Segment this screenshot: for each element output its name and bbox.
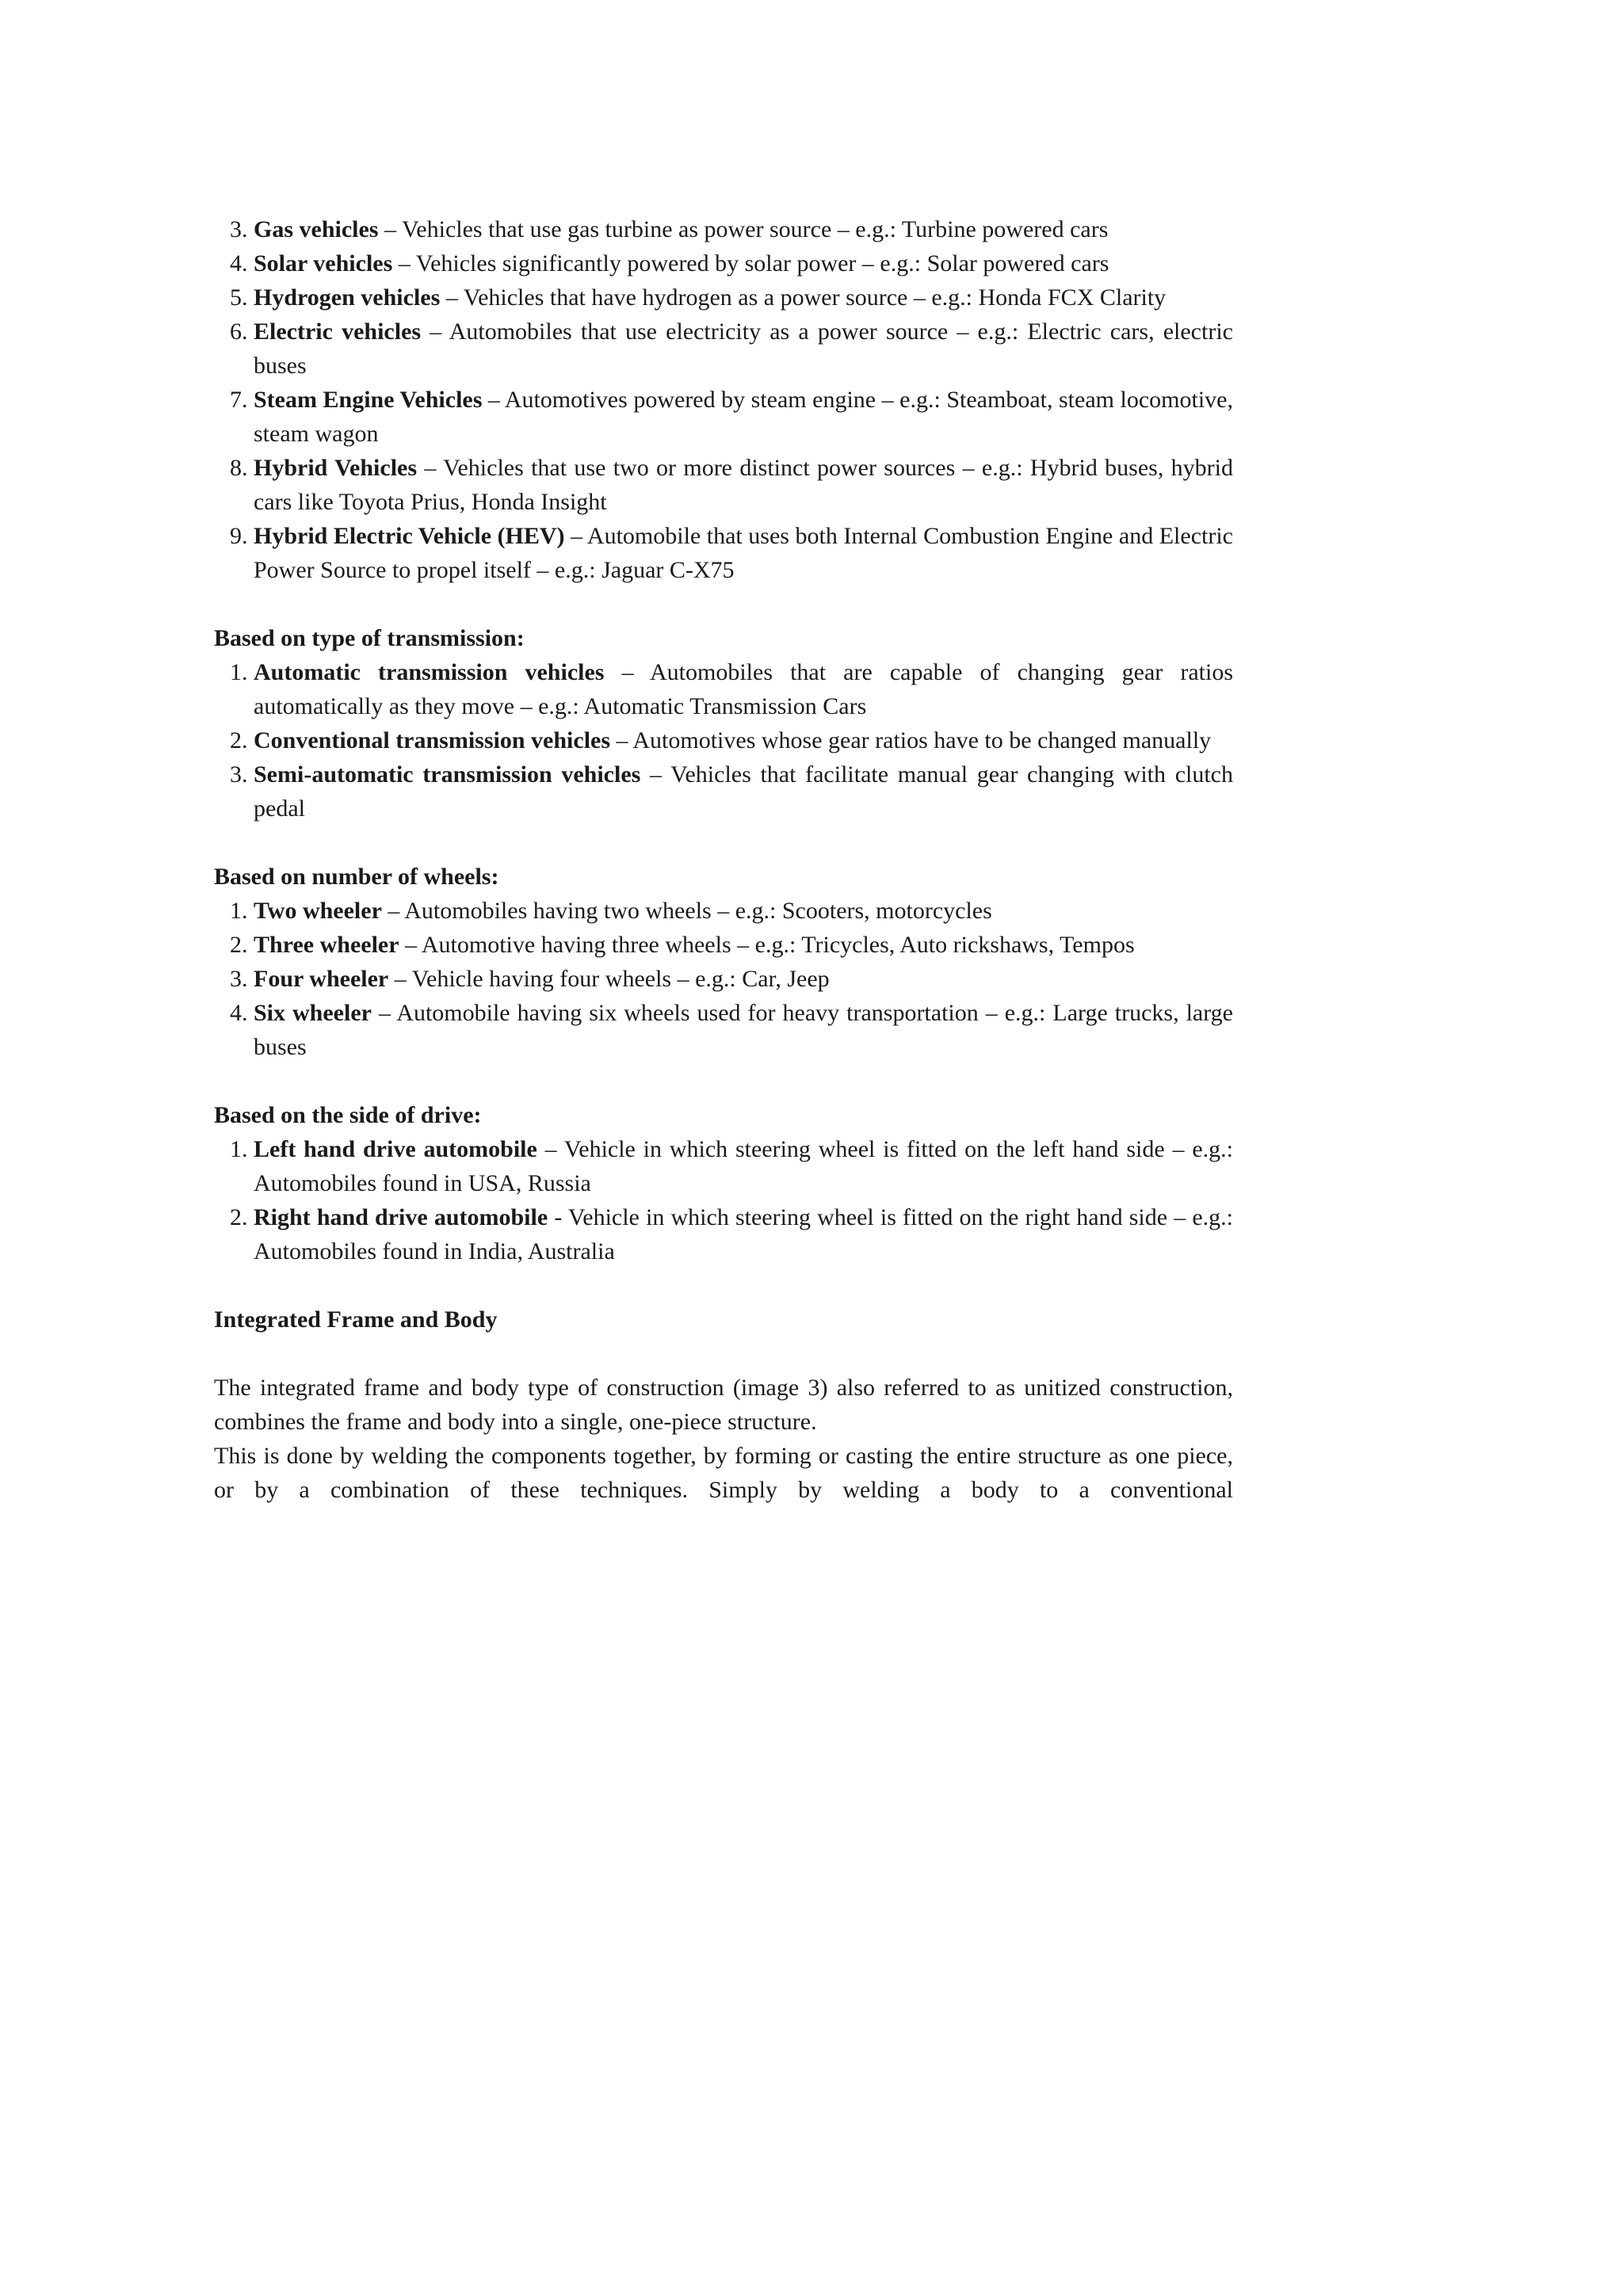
- list-item: [254, 757, 1233, 826]
- list-item: [254, 655, 1233, 723]
- item-term: Conventional transmission vehicles: [254, 727, 611, 753]
- item-description: - Vehicle in which steering wheel is fitted on the right hand side – e.g.: Automobiles found in India, Australia: [254, 1204, 1233, 1264]
- item-description: – Automobiles that are capable of changing gear ratios automatically as they move – e.g.: Automatic Transmission Cars: [254, 659, 1233, 719]
- transmission-heading: Based on type of transmission:: [214, 625, 525, 651]
- fuel-type-list: [214, 212, 1233, 587]
- item-term: Semi-automatic transmission vehicles: [254, 761, 641, 788]
- list-item: [254, 280, 1233, 315]
- wheels-heading: Based on number of wheels:: [214, 864, 499, 890]
- item-description: – Vehicles that have hydrogen as a power source – e.g.: Honda FCX Clarity: [440, 284, 1167, 311]
- paragraph: This is done by welding the components together, by forming or casting the entire structure as one piece, or by a combination of these techniques. Simply by welding a body to a conventional: [214, 1443, 1233, 1503]
- list-item: [254, 962, 1233, 996]
- list-item: [254, 894, 1233, 928]
- paragraph: The integrated frame and body type of construction (image 3) also referred to as unitized construction, combines the frame and body into a single, one-piece structure.: [214, 1375, 1233, 1435]
- item-term: Electric vehicles: [254, 318, 422, 345]
- list-item: [254, 996, 1233, 1064]
- list-item: [254, 246, 1233, 280]
- wheels-list: [214, 894, 1233, 1064]
- item-description: – Automotive having three wheels – e.g.: Tricycles, Auto rickshaws, Tempos: [399, 932, 1135, 958]
- item-description: – Automobiles having two wheels – e.g.: Scooters, motorcycles: [381, 898, 992, 924]
- drive-heading: Based on the side of drive:: [214, 1102, 482, 1128]
- item-term: Four wheeler: [254, 966, 389, 992]
- item-description: – Vehicle in which steering wheel is fitted on the left hand side – e.g.: Automobiles found in USA, Russia: [254, 1136, 1233, 1196]
- list-item: [254, 383, 1233, 451]
- item-term: Gas vehicles: [254, 216, 379, 242]
- list-item: [254, 723, 1233, 757]
- list-item: [254, 212, 1233, 246]
- body-text: [214, 1371, 1233, 1507]
- transmission-list: [214, 655, 1233, 826]
- item-term: Six wheeler: [254, 1000, 372, 1026]
- item-term: Right hand drive automobile: [254, 1204, 548, 1230]
- item-description: – Automotives whose gear ratios have to be changed manually: [610, 727, 1212, 753]
- item-term: Hydrogen vehicles: [254, 284, 441, 311]
- item-term: Solar vehicles: [254, 250, 393, 277]
- item-term: Two wheeler: [254, 898, 382, 924]
- section-title: Integrated Frame and Body: [214, 1306, 498, 1333]
- item-description: – Vehicles that facilitate manual gear changing with clutch pedal: [254, 761, 1233, 822]
- item-description: – Vehicle having four wheels – e.g.: Car, Jeep: [388, 966, 830, 992]
- item-term: Left hand drive automobile: [254, 1136, 537, 1162]
- drive-list: [214, 1132, 1233, 1268]
- list-item: [254, 1200, 1233, 1268]
- item-term: Steam Engine Vehicles: [254, 387, 483, 413]
- list-item: [254, 315, 1233, 383]
- list-item: [254, 928, 1233, 962]
- page-content: [214, 212, 1233, 1507]
- item-description: – Automotives powered by steam engine – e.g.: Steamboat, steam locomotive, steam wagon: [254, 387, 1233, 447]
- item-term: Three wheeler: [254, 932, 399, 958]
- item-term: Hybrid Vehicles: [254, 455, 418, 481]
- item-description: – Automobile having six wheels used for heavy transportation – e.g.: Large trucks, large buses: [254, 1000, 1233, 1060]
- list-item: [254, 1132, 1233, 1200]
- item-description: – Vehicles significantly powered by solar power – e.g.: Solar powered cars: [392, 250, 1109, 277]
- item-description: – Vehicles that use two or more distinct power sources – e.g.: Hybrid buses, hybrid cars like Toyota Prius, Honda Insight: [254, 455, 1233, 515]
- item-description: – Automobile that uses both Internal Combustion Engine and Electric Power Source to propel itself – e.g.: Jaguar C-X75: [254, 523, 1233, 583]
- list-item: [254, 451, 1233, 519]
- item-description: – Automobiles that use electricity as a power source – e.g.: Electric cars, electric buses: [254, 318, 1233, 379]
- list-item: [254, 519, 1233, 587]
- item-term: Hybrid Electric Vehicle (HEV): [254, 523, 565, 549]
- item-description: – Vehicles that use gas turbine as power source – e.g.: Turbine powered cars: [378, 216, 1109, 242]
- item-term: Automatic transmission vehicles: [254, 659, 605, 685]
